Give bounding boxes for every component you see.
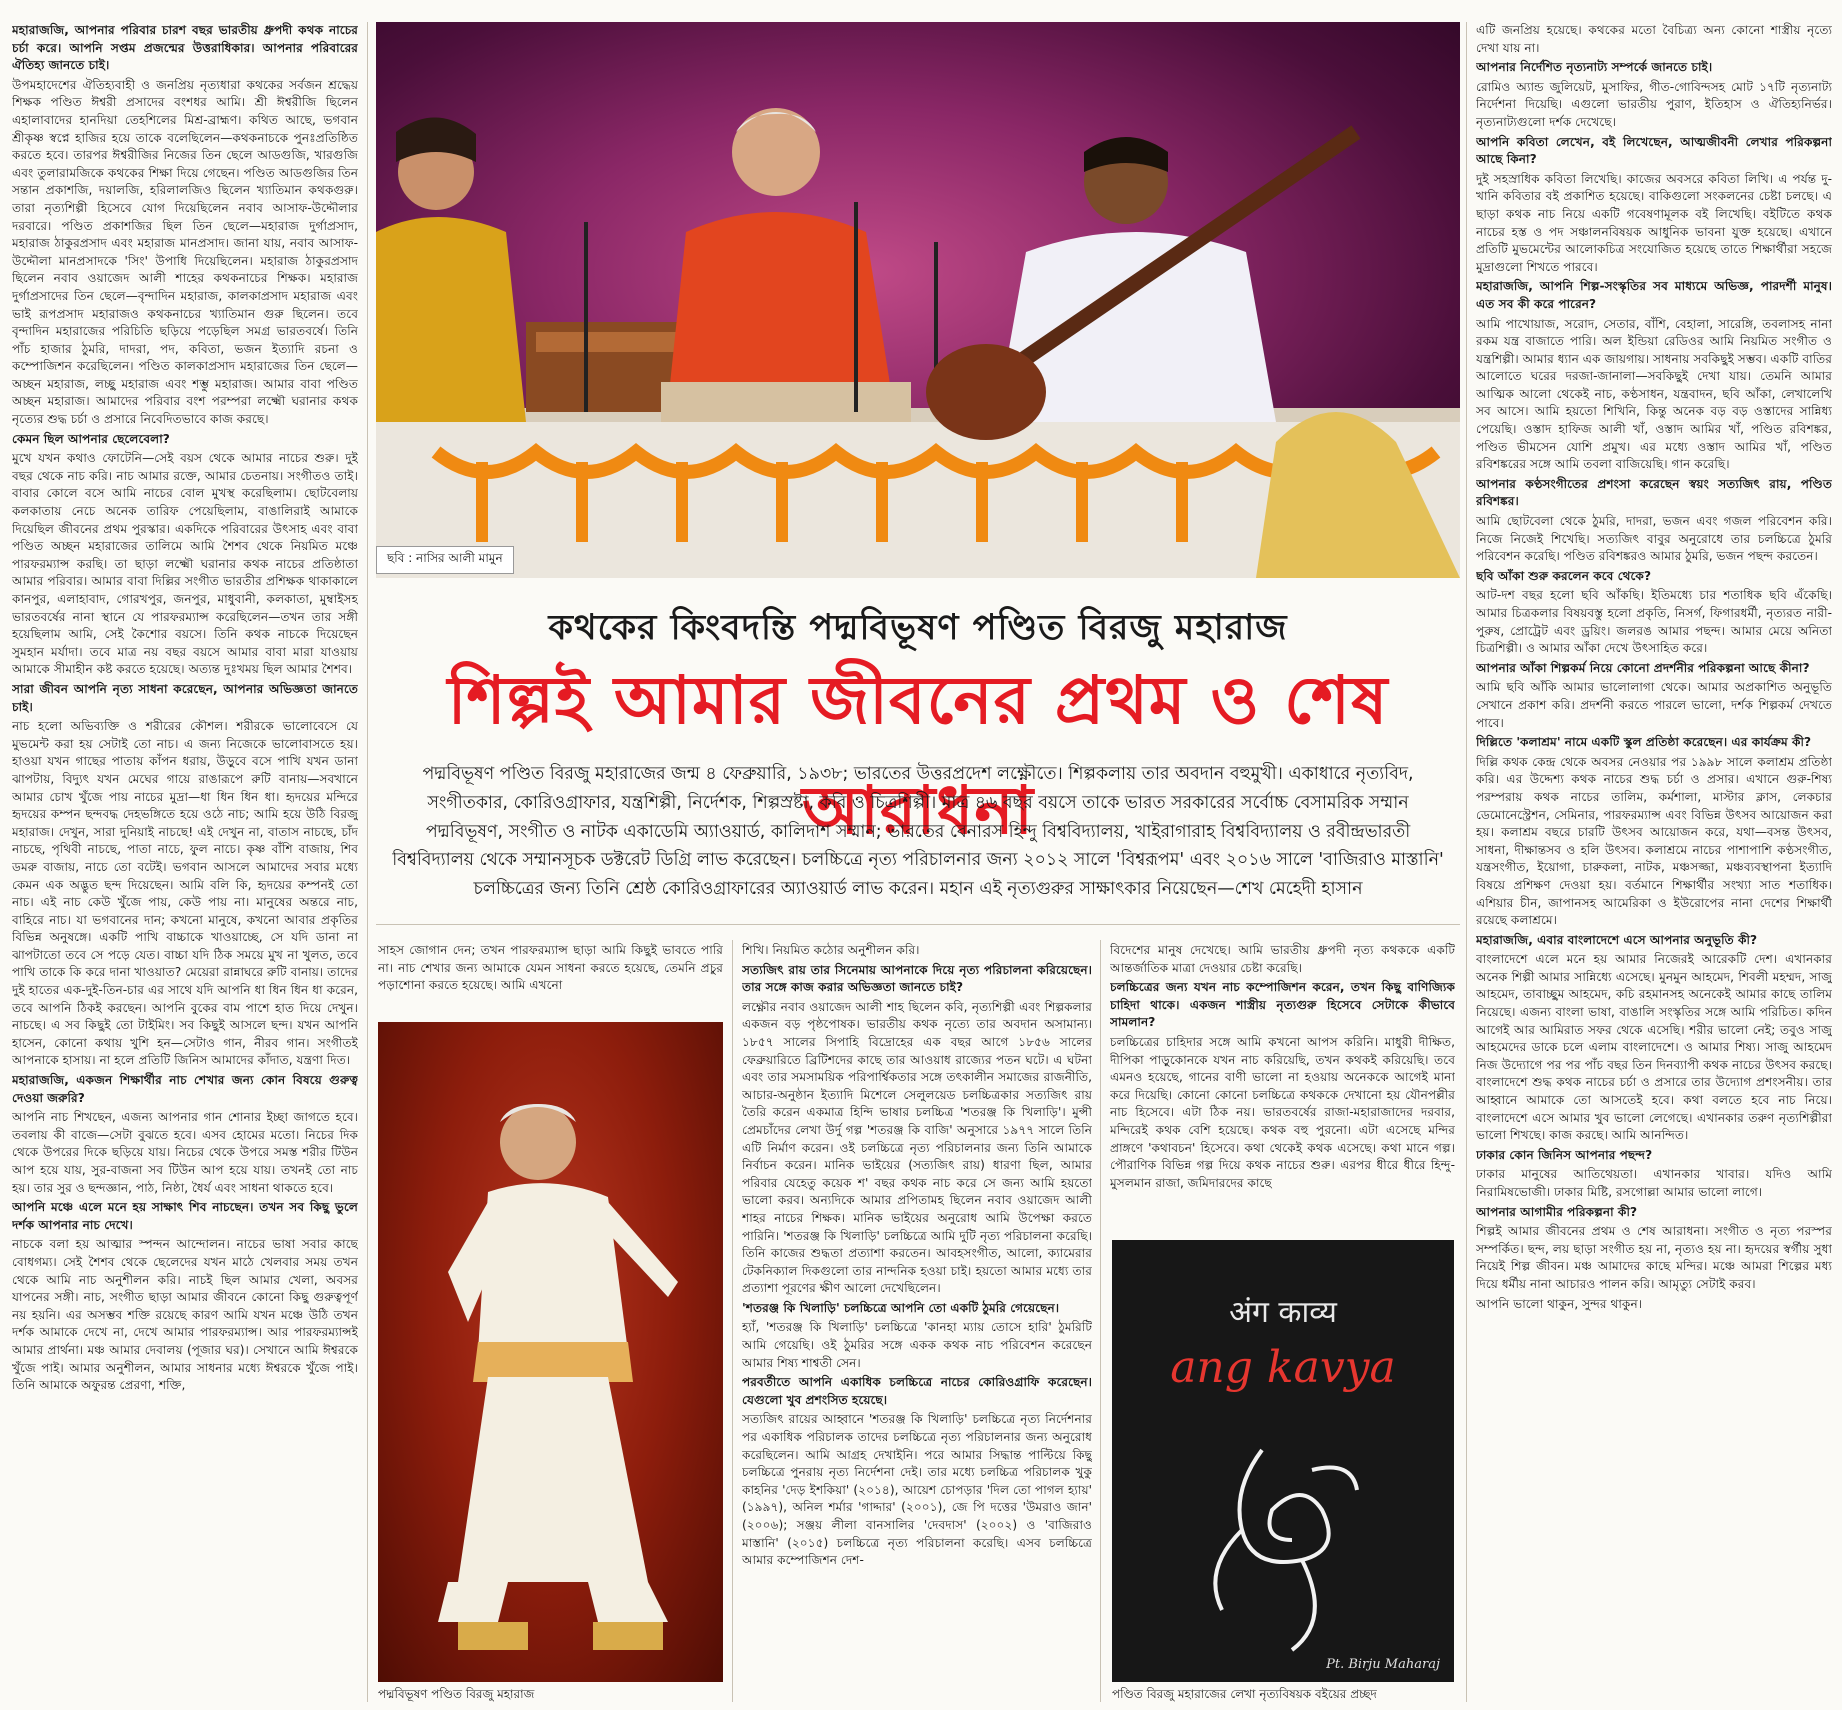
column-rule xyxy=(1100,940,1101,1702)
right-article-column xyxy=(1476,22,1832,1702)
interview-answer: দিল্লি কথক কেন্দ্র থেকে অবসর নেওয়ার পর ১৯৯৮ সালে কলাশ্রম প্রতিষ্ঠা করি। এর উদ্দেশ্য কথক নাচের শুদ্ধ চর্চা ও প্রসার। এখানে গুরু-শিষ্য পরম্পরায় কথক নাচের তালিম, কর্মশালা, মাস্টার ক্লাস, লেকচার ডেমোনেস্ট্রেশন, সেমিনার, পারফরম্যান্স এবং বিভিন্ন উৎসব আয়োজন করা হয়। কলাশ্রম বছরে চারটি উৎসব আয়োজন করে, যথা—বসন্ত উৎসব, সাধনা, দীক্ষান্তসব ও হলি উৎসব। কলাশ্রমে নাচের পাশাপাশি কণ্ঠসংগীত, যন্ত্রসংগীত, ইয়োগা, চারুকলা, নাটক, মঞ্চসজ্জা, মঞ্চব্যবস্থাপনা ইত্যাদি বিষয়ে প্রশিক্ষণ দেওয়া হয়। বর্তমানে শিক্ষার্থীর সংখ্যা সাত শতাধিক। এশিয়ার চীন, জাপানসহ আমেরিকা ও ইউরোপের নানা দেশের শিক্ষার্থী রয়েছে কলাশ্রমে। xyxy=(1476,754,1832,928)
interview-question: ঢাকার কোন জিনিস আপনার পছন্দ? xyxy=(1476,1147,1653,1162)
interview-answer: শিল্পই আমার জীবনের প্রথম ও শেষ আরাধনা। সংগীত ও নৃত্য পরস্পর সম্পর্কিত। ছন্দ, লয় ছাড়া সংগীত হয় না, নৃত্যও হয় না। হৃদয়ের স্বর্গীয় সুধা নিয়েই শিল্প জীবন। মঞ্চ আমাদের কাছে মন্দির। মঞ্চে আমরা শিল্পের মধ্য দিয়ে ধর্মীয় নানা আচারও পালন করি। আমৃত্যু সেটাই করব। xyxy=(1476,1224,1832,1291)
interview-question: 'শতরঞ্জ কি খিলাড়ি' চলচ্চিত্রে আপনি তো একটি ঠুমরি গেয়েছেন। xyxy=(742,1300,1060,1315)
book-title-latin: ang kavya xyxy=(1170,1342,1396,1393)
interview-answer: শিখি। নিয়মিত কঠোর অনুশীলন করি। xyxy=(742,943,920,957)
interview-answer: নাচ হলো অভিব্যক্তি ও শরীরের কৌশল। শরীরকে ভালোবেসে যে মুভমেন্ট করা হয় সেটাই তো নাচ। এ জন্য নিজেকে ভালোবাসতে হয়। হাওয়া যখন গাছের পাতায় কাঁপন ধরায়, উড়ুবে বসে পাখি যখন ডানা ঝাপটায়, বিদ্যুৎ যখন মেঘের গায়ে রাঙারূপে রুটি বানায়—সবখানে আমার চোখ খুঁজে পায় নাচের মুদ্রা—ধা ধিন ধিন ধা। হৃদয়ের মন্দিরে হৃদয়ের কম্পন ছন্দবদ্ধ দেহভঙ্গিতে হয়ে ওঠে নাচ; আমি হয়ে উঠি বিরজু মহারাজ। দেখুন, সারা দুনিয়াই নাচছে! এই দেখুন না, বাতাস নাচছে, চাঁদ নাচছে, পৃথিবী নাচছে, পাতা নাচে, ফুল নাচে। কৃষ্ণ বাঁশি বাজায়, শিব ডমরু বাজায়, নাচে তো বটেই। ভগবান আসলে আমাদের সবার মধ্যে কেমন এক অদ্ভুত ছন্দ দিয়েছেন। আমি বলি কি, হৃদয়ের কম্পনই তো নাচ। এই নাচ কেউ খুঁজে পায়, কেউ পায় না। মানুষের অন্তরে নাচ, বাহিরে নাচ। যা ভগবানের দান; কখনো মানুষে, কখনো আবার প্রকৃতির বিভিন্ন অনুষঙ্গে। একটি পাখি বাচ্চাকে খাওয়াচ্ছে, সে যদি ডানা না ঝাপটাতো তবে সে পড়ে যেত। বাচ্চা যদি ঠিক সময়ে মুখ না খুলত, তবে পাখি তাকে কি করে দানা খাওয়াত? মেয়েরা রান্নাঘরে রুটি বানায়। তাদের দুই হাতের এক-দুই-তিন-চার এর সাথে যদি আপনি ধা ধিন ধিন ধা করেন, তবে আপনি ঠিকই করছেন। আপনি বুকের বাম পাশে হাত দিয়ে দেখুন। নাচছে। এ সব কিছুই তো টাইমিং। সব কিছুই আসলে ছন্দ। যখন আপনি হাসেন, কোনো কথায় খুশি হন—সেটাও গান, নীরব গান। সংগীতই আপনাকে হাসায়। না হলে প্রতিটি জিনিস আমাদের কাঁদাত, যন্ত্রণা দিত। xyxy=(12,719,358,1068)
interview-answer: মুখে যখন কথাও ফোটেনি—সেই বয়স থেকে আমার নাচের শুরু। দুই বছর থেকে নাচ করি। নাচ আমার রক্তে, আমার চেতনায়। সংগীতও তাই। বাবার কোলে বসে আমি নাচের বোল মুখস্থ করেছিলাম। ছোটবেলায় কলকাতায় নেচে অনেক তারিফ পেয়েছিলাম, বাঙালিরাই আমাকে দিয়েছিল জীবনের প্রথম পুরস্কার। একদিকে পরিবারের উৎসাহ এবং বাবা পণ্ডিত অচ্ছন মহারাজের তালিমে আমি শৈশব থেকে নিয়মিত মঞ্চে পারফরম্যান্স করছি। তা ছাড়া লক্ষ্মৌ ঘরানার কথক নাচের প্রতিষ্ঠাতা আমার পরিবার। আমার বাবা দিল্লির সংগীত ভারতীর প্রশিক্ষক থাকাকালে কানপুর, এলাহাবাদ, গোরখপুর, জনপুর, মাধুবানী, কলকাতা, মুম্বাইসহ ভারতবর্ষের নানা স্থানে যে পারফরম্যান্স করেছিলেন—তখন তার সঙ্গী হয়েছিলাম আমি, সেই কৈশোর বয়সে। তিনি কথক নাচকে দিয়েছেন সুমহান মর্যাদা। তবে মাত্র নয় বছর বয়সে আমার বাবা মারা যাওয়ায় আমাকে সীমাহীন কষ্ট করতে হয়েছে। অত্যন্ত দুঃখময় ছিল আমার শৈশব। xyxy=(12,451,358,677)
book-author: Pt. Birju Maharaj xyxy=(1326,1657,1440,1672)
book-caption: পণ্ডিত বিরজু মহারাজের লেখা নৃত্যবিষয়ক বইয়ের প্রচ্ছদ xyxy=(1112,1687,1377,1701)
book-cover-photo xyxy=(1112,1240,1454,1682)
interview-question: আপনার নির্দেশিত নৃত্যনাট্য সম্পর্কে জানতে চাই। xyxy=(1476,60,1713,75)
subtitle: কথকের কিংবদন্তি পদ্মবিভূষণ পণ্ডিত বিরজু মহারাজ xyxy=(548,608,1288,648)
dancer-illustration xyxy=(378,1022,723,1682)
interview-question: সত্যজিৎ রায় তার সিনেমায় আপনাকে দিয়ে নৃত্য পরিচালনা করিয়েছেন। তার সঙ্গে কাজ করার অভিজ্ঞতা জানতে চাই? xyxy=(742,962,1092,995)
interview-question: দিল্লিতে 'কলাশ্রম' নামে একটি স্কুল প্রতিষ্ঠা করেছেন। এর কার্যক্রম কী? xyxy=(1476,735,1812,750)
concert-scene-illustration xyxy=(376,22,1460,578)
headline: শিল্পই আমার জীবনের প্রথম ও শেষ আরাধনা xyxy=(447,662,1389,849)
interview-question: মহারাজজি, এবার বাংলাদেশে এসে আপনার অনুভূতি কী? xyxy=(1476,932,1758,947)
middle-column-2 xyxy=(742,942,1092,1704)
interview-answer: নাচকে বলা হয় আত্মার স্পন্দন আন্দোলন। নাচের ভাষা সবার কাছে বোধগম্য। সেই শৈশব থেকে ছেলেদের যখন মাঠে খেলবার সময় তখন থেকে আমি নাচ অনুশীলন করি। নাচই ছিল আমার খেলা, অবসর যাপনের সঙ্গী। নাচ, সংগীত ছাড়া আমার জীবনে কোনো কিছু গুরুত্বপূর্ণ নয় হয়নি। এর অসম্ভব শক্তি রয়েছে কারণ আমি যখন মঞ্চে উঠি তখন দর্শক আমাকে দেখে না, দেখে আমার পারফরম্যান্স। আর পারফরম্যান্সই আমার প্রার্থনা। মঞ্চ আমার দেবালয় (পূজার ঘর)। সেখানে আমি ঈশ্বরকে খুঁজে পাই। আমার অনুশীলন, আমার সাধনার মধ্যে ঈশ্বরকে খুঁজে পাই। তিনি আমাকে অফুরন্ত প্রেরণা, শক্তি, xyxy=(12,1237,358,1393)
interview-question: আপনি মঞ্চে এলে মনে হয় সাক্ষাৎ শিব নাচছেন। তখন সব কিছু ভুলে দর্শক আপনার নাচ দেখে। xyxy=(12,1200,358,1232)
interview-question: কেমন ছিল আপনার ছেলেবেলা? xyxy=(12,431,170,446)
interview-question: আপনার কণ্ঠসংগীতের প্রশংসা করেছেন স্বয়ং সত্যজিৎ রায়, পণ্ডিত রবিশঙ্কর। xyxy=(1476,476,1832,509)
interview-question: আপনার আগামীর পরিকল্পনা কী? xyxy=(1476,1204,1638,1219)
interview-answer: হ্যাঁ, 'শতরঞ্জ কি খিলাড়ি' চলচ্চিত্রে 'কানহা ম্যায় তোসে হারি' ঠুমরিটি আমি গেয়েছি। ওই ঠুমরির সঙ্গে একক কথক নাচ পরিবেশন করেছেন আমার শিষ্য শাশ্বতী সেন। xyxy=(742,1320,1092,1370)
column-rule xyxy=(367,22,368,1702)
middle-column-1-text xyxy=(378,942,723,1012)
intro-bottom-rule xyxy=(376,924,1460,925)
interview-answer: রোমিও অ্যান্ড জুলিয়েট, মুসাফির, গীত-গোবিন্দসহ মোট ১৭টি নৃত্যনাট্য নির্দেশনা দিয়েছি। এগুলো ভারতীয় পুরাণ, ইতিহাস ও ঐতিহ্যনির্ভর। নৃত্যনাট্যগুলো দর্শক দেখেছে। xyxy=(1476,79,1832,129)
interview-answer: বিদেশের মানুষ দেখেছে। আমি ভারতীয় ধ্রুপদী নৃত্য কথককে একটি আন্তর্জাতিক মাত্রা দেওয়ার চেষ্টা করেছি। xyxy=(1110,943,1455,975)
interview-answer: উপমহাদেশের ঐতিহ্যবাহী ও জনপ্রিয় নৃত্যধারা কথকের সর্বজন শ্রদ্ধেয় শিক্ষক পণ্ডিত ঈশ্বরী প্রসাদের বংশধর আমি। শ্রী ঈশ্বরীজি ছিলেন এহালাবাদের হানদিয়া তেহশিলের মিশ্র-ব্রাহ্মণ। কথিত আছে, ভগবান শ্রীকৃষ্ণ স্বপ্নে হাজির হয়ে তাকে বলেছিলেন—কথকনাচকে পুনঃপ্রতিষ্ঠিত করতে হবে। তারপর ঈশ্বরীজির নিজের তিন ছেলে আডগুজি, খারগুজি এবং তুলারামজিকে কথকের শিক্ষা দিয়ে গেছেন। পণ্ডিত আডগুজির তিন সন্তান প্রকাশজি, দয়ালজি, হরিলালজিও ছিলেন খ্যাতিমান কথকগুরু। তারা নৃত্যশিল্পী হিসেবে যোগ দিয়েছিলেন নবাব আসাফ-উদ্দৌলার দরবারে। পণ্ডিত প্রকাশজির ছিল তিন ছেলে—মহারাজ দুর্গাপ্রসাদ, মহারাজ ঠাকুরপ্রসাদ এবং মহারাজ মানপ্রসাদ। জানা যায়, নবাব আসাফ-উদ্দৌলা মানপ্রসাদকে 'সিং' উপাধি দিয়েছিলেন। মহারাজ ঠাকুরপ্রসাদ ছিলেন নবাব ওয়াজেদ আলী শাহের কথকনাচের শিক্ষক। মহারাজ দুর্গাপ্রসাদের তিন ছেলে—বৃন্দাদিন মহারাজ, কালকাপ্রসাদ মহারাজ এবং ভাই রূপপ্রসাদ মহারাজও কথকনাচের খ্যাতিমান গুরু ছিলেন। তবে বৃন্দাদিন মহারাজের পরিচিতি ছড়িয়ে পড়েছিল সমগ্র ভারতবর্ষে। তিনি পাঁচ হাজার ঠুমরি, দাদরা, পদ, কবিতা, ভজন ইত্যাদি রচনা ও কম্পোজিশন করেছিলেন। পণ্ডিত কালকাপ্রসাদ মহারাজের তিন ছেলে—অচ্ছন মহারাজ, লচ্ছু মহারাজ এবং শম্ভু মহারাজ। আমার বাবা পণ্ডিত অচ্ছন মহারাজ। আমাদের পরিবার বংশ পরম্পরা লক্ষ্মৌ ঘরানার কথক নৃত্যের শুদ্ধ চর্চা ও প্রসারে নিবেদিতভাবে কাজ করছে। xyxy=(12,77,358,427)
interview-answer: আমি ছবি আঁকি আমার ভালোলাগা থেকে। আমার অপ্রকাশিত অনুভূতি সেখানে প্রকাশ করি। প্রদর্শনী করতে পারলে ভালো, দর্শক শিল্পকর্ম দেখতে পাবে। xyxy=(1476,680,1832,730)
interview-question: চলচ্চিত্রের জন্য যখন নাচ কম্পোজিশন করেন, তখন কিছু বাণিজ্যিক চাহিদা থাকে। একজন শাস্ত্রীয় নৃত্যগুরু হিসেবে সেটাকে কীভাবে সামলান? xyxy=(1110,980,1455,1030)
column-rule xyxy=(1466,22,1467,1702)
interview-answer: আপনি নাচ শিখছেন, এজন্য আপনার গান শোনার ইচ্ছা জাগতে হবে। তবলায় কী বাজে—সেটা বুঝতে হবে। এসব হোমের মতো। নিচের দিক থেকে উপরের দিকে ছড়িয়ে যায়। নিচের থেকে উপরে সমস্ত শরীর টিউন আপ হয়ে যায়, সুর-বাজনা সব টিউন আপ হয়ে যায়। তখনই তো নাচ হয়। তার সুর ও ছন্দজ্ঞান, পাঠ, নিষ্ঠা, ধৈর্য এবং সাধনা থাকতে হবে। xyxy=(12,1110,358,1195)
interview-question: আপনি কবিতা লেখেন, বই লিখেছেন, আত্মজীবনী লেখার পরিকল্পনা আছে কিনা? xyxy=(1476,134,1832,167)
interview-answer: এটি জনপ্রিয় হয়েছে। কথকের মতো বৈচিত্র্য অন্য কোনো শাস্ত্রীয় নৃত্যে দেখা যায় না। xyxy=(1476,23,1832,55)
photo-credit: ছবি : নাসির আলী মামুন xyxy=(376,546,514,574)
book-title-devanagari: अंग काव्य xyxy=(1229,1295,1337,1330)
interview-answer: ঢাকার মানুষের আতিথেয়তা। এখানকার খাবার। যদিও আমি নিরামিষভোজী। ঢাকার মিষ্টি, রসগোল্লা আমার ভালো লাগে। xyxy=(1476,1167,1832,1199)
interview-question: পরবর্তীতে আপনি একাধিক চলচ্চিত্রে নাচের কোরিওগ্রাফি করেছেন। যেগুলো খুব প্রশংসিত হয়েছে। xyxy=(742,1375,1092,1407)
interview-answer: সত্যজিৎ রায়ের আহ্বানে 'শতরঞ্জ কি খিলাড়ি' চলচ্চিত্রে নৃত্য নির্দেশনার পর একাধিক পরিচালক তাদের চলচ্চিত্রে নৃত্য পরিচালনার জন্য অনুরোধ করেছিলেন। আমি আগ্রহ দেখাইনি। পরে আমার সিদ্ধান্ত পাল্টিয়ে কিছু চলচ্চিত্রে পুনরায় নৃত্য নির্দেশনা দেই। তার মধ্যে চলচ্চিত্র পরিচালক খুকু কাহনির 'দেড় ইশকিয়া' (২০১৪), আয়েশ চোপড়ার 'দিল তো পাগল হ্যায়' (১৯৯৭), অনিল শর্মার 'গাদ্দার' (২০০১), জে পি দত্তের 'উমরাও জান' (২০০৬); সঞ্জয় লীলা বানসালির 'দেবদাস' (২০০২) ও 'বাজিরাও মাস্তানি' (২০১৫) চলচ্চিত্রে নৃত্য পরিচালনা করেছি। এসব চলচ্চিত্রে আমার কম্পোজিশন দেশ- xyxy=(742,1412,1092,1568)
interview-answer: দুই সহস্রাধিক কবিতা লিখেছি। কাজের অবসরে কবিতা লিখি। এ পর্যন্ত দু-খানি কবিতার বই প্রকাশিত হয়েছে। বাকিগুলো সংকলনের চেষ্টা চলছে। এ ছাড়া কথক নাচ নিয়ে একটি গবেষণামূলক বই লিখেছি। বইটিতে কথক নাচের হস্ত ও পদ সঞ্চালনবিষয়ক আধুনিক ভাবনা যুক্ত হয়েছে। এখানে প্রতিটি মুভমেন্টের আলোকচিত্র সংযোজিত হয়েছে তাতে শিক্ষার্থীরা সহজে মুদ্রাগুলো শিখতে পারবে। xyxy=(1476,171,1832,274)
interview-question: মহারাজজি, আপনি শিল্প-সংস্কৃতির সব মাধ্যমে অভিজ্ঞ, পারদর্শী মানুষ। এত সব কী করে পারেন? xyxy=(1476,279,1832,311)
book-line-drawing xyxy=(1112,1240,1454,1682)
left-article-column xyxy=(12,22,358,1702)
interview-answer: চলচ্চিত্রের চাহিদার সঙ্গে আমি কখনো আপস করিনি। মাধুরী দীক্ষিত, দীপিকা পাড়ুকোনকে যখন নাচ করিয়েছি, তখন কথকই করিয়েছি। তবে এমনও হয়েছে, গানের বাণী ভালো না হওয়ায় অনেককে আগেই মানা করে দিয়েছি। কোনো কোনো চলচ্চিত্রে কথককে দেখানো হয় যৌনপল্লীর নাচ হিসেবে। এটা ঠিক নয়। ভারতবর্ষের রাজা-মহারাজাদের দরবার, মন্দিরেই কথক বেশি হয়েছে। কথক বহু পুরনো। এটা এসেছে মন্দির প্রাঙ্গণে 'কথাবচন' হিসেবে। কথা থেকেই কথক এসেছে। কথা মানে গল্প। পৌরাণিক বিভিন্ন গল্প দিয়ে কথক নাচের শুরু। এরপর ধীরে ধীরে হিন্দু-মুসলমান রাজা, জমিদারদের কাছে xyxy=(1110,1034,1455,1190)
middle-column-3 xyxy=(1110,942,1455,1236)
dancer-photo xyxy=(378,1022,723,1682)
interview-question: আপনার আঁকা শিল্পকর্ম নিয়ে কোনো প্রদর্শনীর পরিকল্পনা আছে কীনা? xyxy=(1476,660,1810,675)
concert-photo xyxy=(376,22,1460,578)
interview-question: সারা জীবন আপনি নৃত্য সাধনা করেছেন, আপনার অভিজ্ঞতা জানতে চাই। xyxy=(12,681,358,714)
interview-question: মহারাজজি, একজন শিক্ষার্থীর নাচ শেখার জন্য কোন বিষয়ে গুরুত্ব দেওয়া জরুরি? xyxy=(12,1073,358,1105)
interview-question: ছবি আঁকা শুরু করলেন কবে থেকে? xyxy=(1476,568,1652,583)
interview-question: মহারাজজি, আপনার পরিবার চারশ বছর ভারতীয় ধ্রুপদী কথক নাচের চর্চা করে। আপনি সপ্তম প্রজন্মের উত্তরাধিকার। আপনার পরিবারের ঐতিহ্য জানতে চাই। xyxy=(12,23,358,73)
interview-answer: আমি ছোটবেলা থেকে ঠুমরি, দাদরা, ভজন এবং গজল পরিবেশন করি। নিজে নিজেই শিখেছি। সত্যজিৎ বাবুর অনুরোধে তার চলচ্চিত্রে ঠুমরি পরিবেশন করেছি। পণ্ডিত রবিশঙ্করও আমার ঠুমরি, ভজন পছন্দ করতেন। xyxy=(1476,514,1832,564)
paragraph: সাহস জোগান দেন; তখন পারফরম্যান্স ছাড়া আমি কিছুই ভাবতে পারি না। নাচ শেখার জন্য আমাকে যেমন সাধনা করতে হয়েছে, তেমনি প্রচুর পড়াশোনা করতে হয়েছে। আমি এখনো xyxy=(378,943,723,993)
interview-answer: লক্ষ্ণৌর নবাব ওয়াজেদ আলী শাহ ছিলেন কবি, নৃত্যশিল্পী এবং শিল্পকলার একজন বড় পৃষ্ঠপোষক। ভারতীয় কথক নৃত্যে তার অবদান অসামান্য। ১৮৫৭ সালের সিপাহি বিদ্রোহের এক বছর আগে ১৮৫৬ সালের ফেব্রুয়ারিতে ব্রিটিশদের কাছে তার আওয়াধ রাজ্যের পতন ঘটে। এ ঘটনা এবং তার সমসাময়িক পরিপার্শ্বিকতার সঙ্গে তৎকালীন সমাজের রাজনীতি, আচার-অনুষ্ঠান ইত্যাদি মিশেলে সেলুলয়েড চলচ্চিত্রকার সত্যজিৎ রায় তৈরি করেন একমাত্র হিন্দি ভাষার চলচ্চিত্র 'শতরঞ্জ কি খিলাড়ি'। মুন্সী প্রেমচাঁদের লেখা উর্দু গল্প 'শতরঞ্জ কি বাজি' অনুসারে ১৯৭৭ সালে তিনি এটি নির্মাণ করেন। ওই চলচ্চিত্রে নৃত্য পরিচালনার জন্য তিনি আমাকে নির্বাচন করেন। মানিক ভাইয়ের (সত্যজিৎ রায়) ধারণা ছিল, আমার পরিবার যেহেতু কয়েক শ' বছর কথক নাচ করে সে জন্য আমি হয়তো ভালো করব। অন্যদিকে আমার প্রপিতামহ ছিলেন নবাব ওয়াজেদ আলী শাহর নাচের শিক্ষক। মানিক ভাইয়ের অনুরোধ আমি উপেক্ষা করতে পারিনি। 'শতরঞ্জ কি খিলাড়ি' চলচ্চিত্রে আমি দুটি নৃত্য পরিচালনা করেছি। তিনি কাজের শুদ্ধতা প্রত্যাশা করতেন। আবহসংগীত, আলো, ক্যামেরার টেকনিক্যাল দিকগুলো তার নান্দনিক হওয়া চাই। হয়তো আমার মধ্যে তার প্রত্যাশা পূরণের ক্ষীণ আলো দেখেছিলেন। xyxy=(742,999,1092,1296)
column-rule xyxy=(732,940,733,1702)
interview-answer: বাংলাদেশে এলে মনে হয় আমার নিজেরই আরেকটি দেশ। এখানকার অনেক শিল্পী আমার সান্নিধ্যে এসেছে। মুনমুন আহমেদ, শিবলী মহম্মদ, সাজু আহমেদ, তাবাচ্ছুম আহমেদ, কচি রহমানসহ অনেকেই আমার কাছে তালিম নিয়েছে। এজন্য বাংলা ভাষা, বাঙালি সংস্কৃতির সঙ্গে আমি পরিচিত। কদিন আগেই আর আমিরাত সফর থেকে এসেছি। শরীর ভালো নেই; তবুও সাজু আহমেদের ডাকে চলে এলাম বাংলাদেশে। ও আমার শিষ্য। সাজু আহমেদ নিজ উদ্যোগে পর পর পাঁচ বছর তিন দিনব্যাপী কথক নাচের উৎসব করছে। বাংলাদেশে শুদ্ধ কথক নাচের চর্চা ও প্রসারে তার উদ্যোগ প্রশংসনীয়। তার আহ্বানে আমাকে তো আসতেই হবে। কথা বলতে হবে নাচ নিয়ে। বাংলাদেশে এসে আমার খুব ভালো লেগেছে। এখানকার তরুণ নৃত্যশিল্পীরা ভালো শিখছে। কাজ করছে। আমি আনন্দিত। xyxy=(1476,952,1832,1143)
dancer-caption: পদ্মবিভূষণ পণ্ডিত বিরজু মহারাজ xyxy=(378,1687,535,1701)
interview-answer: আমি পাখোয়াজ, সরোদ, সেতার, বাঁশি, বেহালা, সারেঙ্গি, তবলাসহ নানা রকম যন্ত্র বাজাতে পারি। অল ইন্ডিয়া রেডিওর আমি নিয়মিত সংগীত ও যন্ত্রশিল্পী। আমার ধ্যান এক জায়গায়। সাধনায় সবকিছুই সম্ভব। একটি বাতির আলোতে ঘরের দরজা-জানালা—সবকিছুই দেখা যায়। তেমনি আমার আত্মিক আলো থেকেই নাচ, কণ্ঠসাধন, যন্ত্রবাদন, ছবি আঁকা, লেখালেখি সব আসে। আমি হয়তো শিখিনি, কিন্তু অনেক বড় বড় ওস্তাদের সান্নিধ্য পেয়েছি। ওস্তাদ হাফিজ আলী খাঁ, ওস্তাদ আমির খাঁ, পণ্ডিত রবিশঙ্কর, পণ্ডিত ভীমসেন যোশি প্রমুখ। এর মধ্যে ওস্তাদ আমির খাঁ, পণ্ডিত রবিশঙ্করের সঙ্গে আমি তবলা বাজিয়েছি। গান করেছি। xyxy=(1476,316,1832,472)
intro-paragraph: পদ্মবিভূষণ পণ্ডিত বিরজু মহারাজের জন্ম ৪ ফেব্রুয়ারি, ১৯৩৮; ভারতের উত্তরপ্রদেশ লক্ষ্ণৌতে। শিল্পকলায় তার অবদান বহুমুখী। একাধারে নৃত্যবিদ, সংগীতকার, কোরিওগ্রাফার, যন্ত্রশিল্পী, নির্দেশক, শিল্পস্রষ্টা, কবি ও চিত্রশিল্পী। মাত্র ৪৬ বছর বয়সে তাকে ভারত সরকারের সর্বোচ্চ বেসামরিক সম্মান পদ্মবিভূষণ, সংগীত ও নাটক একাডেমি অ্যাওয়ার্ড, কালিদাশ সম্মান; ভারতের বেনারস হিন্দু বিশ্ববিদ্যালয়, খাইরাগারাহ বিশ্ববিদ্যালয় ও রবীন্দ্রভারতী বিশ্ববিদ্যালয় থেকে সম্মানসূচক ডক্টরেট ডিগ্রি লাভ করেছেন। চলচ্চিত্রে নৃত্য পরিচালনার জন্য ২০১২ সালে 'বিশ্বরূপম' এবং ২০১৬ সালে 'বাজিরাও মাস্তানি' চলচ্চিত্রের জন্য তিনি শ্রেষ্ঠ কোরিওগ্রাফারের অ্যাওয়ার্ড লাভ করেন। মহান এই নৃত্যগুরুর সাক্ষাৎকার নিয়েছেন—শেখ মেহেদী হাসান xyxy=(392,764,1444,900)
interview-answer: আপনি ভালো থাকুন, সুন্দর থাকুন। xyxy=(1476,1296,1643,1311)
interview-answer: আট-দশ বছর হলো ছবি আঁকছি। ইতিমধ্যে চার শতাধিক ছবি এঁকেছি। আমার চিত্রকলার বিষয়বস্তু হলো প্রকৃতি, নিসর্গ, ফিগারধর্মী, নৃত্যরত নারী-পুরুষ, প্রোট্রেট এবং ড্রয়িং। জলরঙ আমার পছন্দ। আমার মেয়ে অনিতা চিত্রশিল্পী। ও আমার আঁকা দেখে উৎসাহিত করে। xyxy=(1476,588,1832,656)
